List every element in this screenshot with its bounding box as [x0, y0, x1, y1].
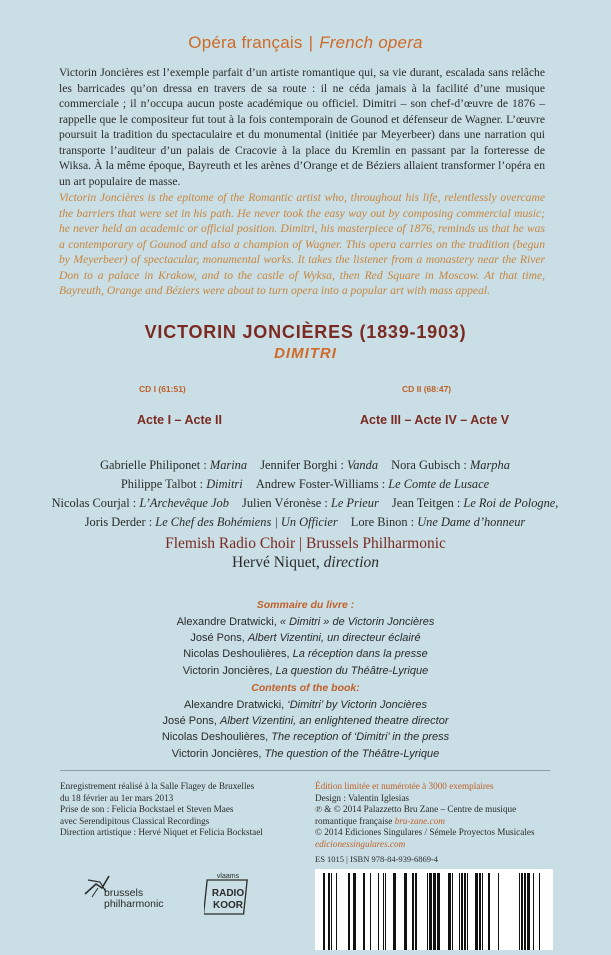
- barcode-bar: [488, 873, 490, 950]
- work-title: DIMITRI: [274, 345, 337, 362]
- conductor: Hervé Niquet, direction: [231, 554, 380, 571]
- barcode-bar: [482, 873, 483, 950]
- barcode-bar: [433, 873, 436, 950]
- design-credit: Design : Valentin Iglesias: [315, 792, 409, 803]
- ensembles: Flemish Radio Choir | Brussels Philharmonic: [165, 535, 446, 552]
- cast-entry: Gabrielle Philiponet : Marina: [100, 458, 248, 472]
- barcode-bar: [437, 873, 440, 950]
- barcode-bar: [393, 873, 396, 950]
- barcode-bar: [370, 873, 371, 950]
- barcode-bar: [533, 873, 534, 950]
- barcode-bar: [336, 873, 337, 950]
- toc-french-list: [0, 614, 611, 679]
- barcode-bar: [348, 873, 350, 950]
- cast-entry: Andrew Foster-Williams : Le Comte de Lusace: [255, 477, 490, 491]
- barcode-bar: [521, 873, 523, 950]
- toc-item: Nicolas Deshoulières, The reception of ‘Dimitri’ in the press: [161, 731, 450, 744]
- svg-text:KOOR: KOOR: [213, 900, 243, 911]
- recording-credits: Enregistrement réalisé à la Salle Flagey de Bruxelles du 18 février au 1er mars 2013 Prise de son : Felicia Bockstael et Steven Maes avec Serendipitous Classical Recordings Direction artistique : Hervé Niquet et Felicia Bockstael: [60, 781, 263, 838]
- vlaams-radio-koor-logo: [204, 872, 252, 918]
- toc-item: Nicolas Deshoulières, La réception dans la presse: [183, 648, 428, 661]
- cast-line-2: [40, 475, 570, 494]
- svg-text:RADIO: RADIO: [211, 888, 245, 899]
- toc-item: José Pons, Albert Vizentini, un directeur éclairé: [190, 632, 421, 645]
- edition-note: Édition limitée et numérotée à 3000 exemplaires: [315, 781, 494, 791]
- barcode-bar: [467, 873, 468, 950]
- copyright-line: romantique française bru-zane.com: [315, 815, 445, 826]
- cast-line-1: [40, 456, 570, 475]
- barcode-bar: [452, 873, 453, 950]
- toc-english-list: [0, 697, 611, 762]
- barcode-bar: [459, 873, 460, 950]
- barcode-bar: [464, 873, 466, 950]
- barcode-image: [315, 869, 553, 950]
- cast-entry: Nicolas Courjal : L’Archevêque Job: [51, 496, 229, 510]
- singulares-link[interactable]: edicionessingulares.com: [315, 838, 406, 849]
- toc-item: Victorin Joncières, The question of the Théâtre-Lyrique: [171, 747, 440, 760]
- barcode-bar: [404, 873, 407, 950]
- barcode-bar: [475, 873, 478, 950]
- barcode-bar: [461, 873, 463, 950]
- cast-entry: Lore Binon : Une Dame d’honneur: [350, 515, 526, 529]
- barcode-bar: [383, 873, 384, 950]
- page-header: [0, 33, 611, 53]
- barcode-bar: [498, 873, 499, 950]
- intro-french: Victorin Joncières est l’exemple parfait d’un artiste romantique qui, sa vie durant, escalada sans relâche les barricades qu’on dressa en travers de sa route : il ne céda jamais à la facilité d’une musique commerciale ; il n’occupa aucun poste académique ou officiel. Dimitri – son chef-d’œuvre de 1876 – rappelle que le compositeur fut tout à la fois contemporain de Gounod et défenseur de Wagner. L’œuvre poursuit la tradition du spectaculaire et du monumental (initiée par Meyerbeer) dans une narration qui transporte l’auditeur d’un palais de Cracovie à la place du Kremlin en passant par la forteresse de Wiksa. À la même époque, Bayreuth et les arènes d’Orange et de Béziers allaient transformer l’opéra en un art populaire de masse.: [59, 66, 545, 188]
- composer-title: VICTORIN JONCIÈRES (1839-1903): [144, 322, 467, 342]
- toc-french-heading: Sommaire du livre :: [256, 599, 355, 611]
- bru-zane-link[interactable]: bru-zane.com: [394, 815, 445, 826]
- header-english: French opera: [319, 33, 423, 52]
- barcode-bar: [415, 873, 417, 950]
- cd2-acts: Acte III – Acte IV – Acte V: [360, 413, 510, 427]
- barcode-bar: [519, 873, 520, 950]
- barcode-bar: [429, 873, 432, 950]
- barcode-bar: [448, 873, 451, 950]
- barcode-bar: [353, 873, 356, 950]
- toc-item: Victorin Joncières, La question du Théâtre-Lyrique: [182, 664, 429, 677]
- radio-koor-badge-icon: [204, 872, 252, 918]
- barcode-bar: [524, 873, 526, 950]
- barcode-bar: [412, 873, 414, 950]
- header-separator: |: [308, 33, 314, 52]
- cast-entry: Jennifer Borghi : Vanda: [260, 458, 379, 472]
- intro-english: Victorin Joncières is the epitome of the Romantic artist who, throughout his life, relentlessly overcame the barriers that were set in his path. He never took the easy way out by composing commercial music; he never held an academic or official position. Dimitri, his masterpiece of 1876, reminds us that he was a contemporary of Gounod and also a champion of Wagner. This opera carries on the tradition (begun by Meyerbeer) of spectacular, monumental works. It takes the listener from a monastery near the River Don to a palace in Krakow, and to the castle of Wyksa, then Red Square in Moscow. At that time, Bayreuth, Orange and Béziers were about to turn opera into a popular art with mass appeal.: [59, 191, 545, 297]
- barcode-bar: [427, 873, 428, 950]
- cast-entry: Julien Véronèse : Le Prieur: [242, 496, 379, 510]
- copyright-line: ℗ & © 2014 Palazzetto Bru Zane – Centre de musique: [315, 804, 517, 815]
- publication-credits: [315, 781, 555, 851]
- svg-text:vlaams: vlaams: [216, 873, 240, 880]
- barcode: [315, 869, 553, 950]
- cast-line-4: [40, 513, 570, 532]
- toc-item: Alexandre Dratwicki, ‘Dimitri’ by Victorin Joncières: [183, 699, 428, 711]
- barcode-bar: [378, 873, 379, 950]
- cd1-acts: Acte I – Acte II: [137, 413, 222, 427]
- cd1-label: CD I (61:51): [139, 384, 186, 394]
- barcode-bar: [539, 873, 540, 950]
- barcode-bar: [479, 873, 481, 950]
- toc-item: José Pons, Albert Vizentini, an enlightened theatre director: [162, 715, 449, 728]
- brussels-philharmonic-logo: brussels philharmonic: [82, 868, 192, 918]
- divider: [60, 770, 550, 771]
- barcode-bar: [363, 873, 365, 950]
- isbn-label: ES 1015 | ISBN 978-84-939-6869-4: [315, 854, 439, 864]
- barcode-bar: [323, 873, 325, 950]
- barcode-bar: [328, 873, 330, 950]
- cd2-label: CD II (68:47): [402, 384, 452, 394]
- cast-entry: Joris Derder : Le Chef des Bohémiens | Un Officier: [84, 515, 338, 529]
- cast-entry: Jean Teitgen : Le Roi de Pologne,: [391, 496, 559, 510]
- cast-entry: Philippe Talbot : Dimitri: [120, 477, 243, 491]
- cast-entry: Nora Gubisch : Marpha: [391, 458, 510, 472]
- copyright-line: © 2014 Ediciones Singulares / Sémele Proyectos Musicales: [315, 827, 535, 838]
- cast-line-3: [40, 494, 570, 513]
- toc-english-heading: Contents of the book:: [251, 682, 360, 694]
- barcode-bar: [385, 873, 386, 950]
- toc-item: Alexandre Dratwicki, « Dimitri » de Victorin Joncières: [176, 616, 435, 628]
- barcode-bar: [331, 873, 332, 950]
- barcode-bar: [527, 873, 530, 950]
- header-french: Opéra français: [188, 33, 303, 52]
